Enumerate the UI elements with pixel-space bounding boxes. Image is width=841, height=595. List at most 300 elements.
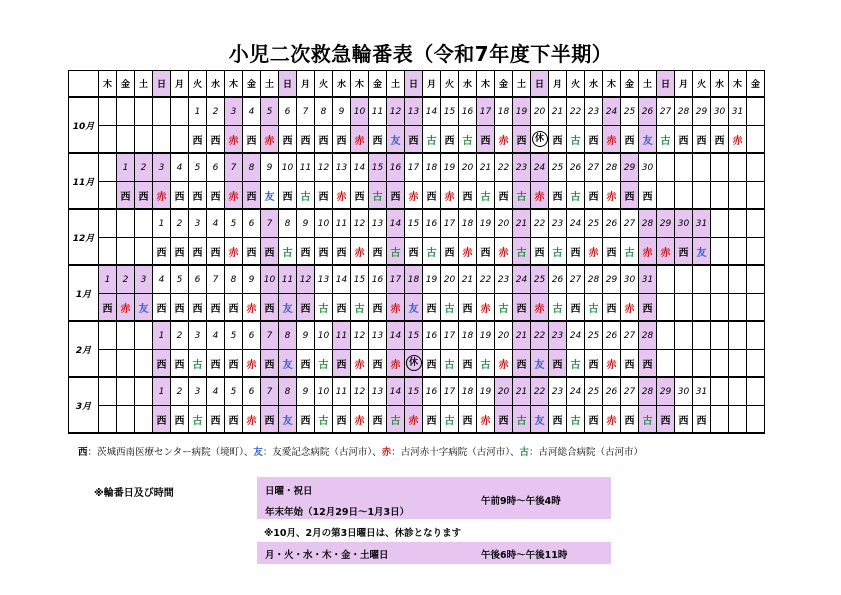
hospital-code: 西 (516, 359, 527, 371)
weekday-line: 月・火・水・木・金・土曜日 (265, 550, 389, 561)
empty-cell (117, 126, 135, 154)
day-number: 12 (387, 97, 405, 126)
empty-cell (135, 209, 153, 238)
day-number: 30 (711, 97, 729, 126)
day-number: 20 (459, 153, 477, 182)
hospital-cell (405, 294, 423, 322)
empty-cell (747, 294, 765, 322)
hospital-cell (351, 350, 369, 378)
day-number: 21 (477, 153, 495, 182)
hospital-cell (459, 126, 477, 154)
hospital-cell (225, 126, 243, 154)
weekday-time: 午後6時～午後11時 (481, 550, 568, 561)
hospital-code: 西 (426, 303, 437, 315)
empty-cell (693, 350, 711, 378)
hospital-cell (369, 294, 387, 322)
hospital-code: 赤 (534, 191, 545, 203)
day-number: 2 (171, 321, 189, 350)
hospital-code: 古 (516, 415, 527, 427)
hospital-code: 古 (444, 303, 455, 315)
legend-key-west: 西 (78, 447, 88, 458)
weekday-header: 月 (171, 71, 189, 98)
hospital-code: 赤 (480, 415, 491, 427)
day-number: 2 (117, 265, 135, 294)
hospital-cell (621, 182, 639, 210)
empty-cell (729, 294, 747, 322)
hospital-cell (153, 182, 171, 210)
hospital-cell (459, 238, 477, 266)
day-number: 22 (531, 377, 549, 406)
hospital-cell (603, 126, 621, 154)
month-label: 12月 (69, 209, 99, 265)
hospital-code: 古 (498, 303, 509, 315)
empty-cell (675, 294, 693, 322)
hospital-code: 古 (390, 247, 401, 259)
day-number: 9 (333, 97, 351, 126)
hospital-code: 西 (210, 191, 221, 203)
hospital-code: 西 (444, 247, 455, 259)
legend-key-redcross: 赤 (381, 447, 392, 458)
hospital-code: 赤 (354, 247, 365, 259)
empty-cell (747, 153, 765, 182)
empty-cell (117, 209, 135, 238)
day-number: 27 (657, 97, 675, 126)
hospital-row (69, 406, 765, 434)
hospital-code: 古 (588, 303, 599, 315)
hospital-cell (171, 406, 189, 434)
hospital-cell (621, 350, 639, 378)
hospital-cell (531, 294, 549, 322)
hospital-cell (423, 238, 441, 266)
day-number: 25 (585, 377, 603, 406)
hospital-code: 西 (642, 191, 653, 203)
day-number: 23 (549, 321, 567, 350)
day-number: 13 (369, 321, 387, 350)
empty-cell (99, 321, 117, 350)
empty-cell (675, 321, 693, 350)
weekday-header: 日 (531, 71, 549, 98)
hospital-cell (567, 238, 585, 266)
hospital-cell (495, 182, 513, 210)
day-number: 1 (153, 209, 171, 238)
hospital-code: 古 (390, 415, 401, 427)
hospital-cell (603, 294, 621, 322)
day-number: 14 (387, 321, 405, 350)
day-number: 6 (243, 321, 261, 350)
hospital-code: 西 (210, 247, 221, 259)
hospital-code: 西 (102, 303, 113, 315)
empty-cell (729, 406, 747, 434)
hospital-cell (513, 350, 531, 378)
hospital-code: 西 (210, 359, 221, 371)
hospital-code: 古 (372, 191, 383, 203)
day-number: 27 (585, 153, 603, 182)
hospital-cell (225, 238, 243, 266)
day-number: 17 (477, 97, 495, 126)
hospital-code: 西 (570, 247, 581, 259)
hospital-cell (693, 238, 711, 266)
empty-cell (135, 321, 153, 350)
hospital-cell (567, 406, 585, 434)
hospital-code: 赤 (354, 135, 365, 147)
hospital-code: 西 (624, 415, 635, 427)
hospital-cell (189, 406, 207, 434)
day-number-row (69, 153, 765, 182)
hospital-cell (99, 294, 117, 322)
hospital-code: 西 (624, 135, 635, 147)
day-number: 13 (405, 97, 423, 126)
empty-cell (117, 97, 135, 126)
hospital-cell (693, 126, 711, 154)
day-number: 15 (405, 321, 423, 350)
hospital-code: 西 (336, 247, 347, 259)
day-number: 25 (585, 209, 603, 238)
hospital-cell (585, 406, 603, 434)
empty-cell (657, 153, 675, 182)
hospital-cell (531, 238, 549, 266)
hospital-cell (513, 238, 531, 266)
hospital-cell (423, 126, 441, 154)
day-number: 7 (225, 153, 243, 182)
empty-cell (135, 406, 153, 434)
hospital-cell (189, 126, 207, 154)
hospital-code: 西 (426, 359, 437, 371)
hospital-code: 古 (552, 247, 563, 259)
hospital-code: 赤 (606, 415, 617, 427)
empty-cell (675, 265, 693, 294)
hospital-cell (315, 350, 333, 378)
hospital-code: 西 (300, 415, 311, 427)
day-number: 16 (423, 321, 441, 350)
day-number: 14 (387, 209, 405, 238)
hospital-cell (369, 350, 387, 378)
hospital-code: 西 (516, 303, 527, 315)
day-number: 13 (315, 265, 333, 294)
hospital-cell (261, 406, 279, 434)
hospital-cell (675, 126, 693, 154)
hospital-cell (477, 238, 495, 266)
hospital-code: 赤 (246, 359, 257, 371)
day-number: 23 (495, 265, 513, 294)
hospital-code: 西 (606, 247, 617, 259)
hospital-code: 西 (372, 415, 383, 427)
hospital-cell (351, 294, 369, 322)
hospital-cell (351, 406, 369, 434)
day-number: 20 (495, 209, 513, 238)
hospital-cell (441, 406, 459, 434)
hospital-code: 赤 (156, 191, 167, 203)
hospital-cell (153, 294, 171, 322)
hospital-code: 西 (264, 247, 275, 259)
day-number: 1 (153, 377, 171, 406)
hospital-cell (477, 406, 495, 434)
empty-cell (747, 350, 765, 378)
day-number: 1 (99, 265, 117, 294)
hospital-cell (117, 182, 135, 210)
hospital-code: 赤 (498, 247, 509, 259)
empty-cell (729, 238, 747, 266)
empty-cell (747, 238, 765, 266)
empty-cell (153, 97, 171, 126)
day-number: 17 (441, 209, 459, 238)
empty-cell (747, 321, 765, 350)
weekday-header: 火 (315, 71, 333, 98)
day-number: 5 (189, 153, 207, 182)
hospital-cell (567, 126, 585, 154)
hospital-code: 西 (480, 135, 491, 147)
empty-cell (729, 182, 747, 210)
hospital-code: 西 (120, 191, 131, 203)
hospital-code: 赤 (390, 303, 401, 315)
day-number: 13 (369, 377, 387, 406)
hospital-code: 古 (192, 359, 203, 371)
hospital-cell (657, 126, 675, 154)
hospital-code: 友 (390, 135, 401, 147)
hospital-code: 西 (264, 415, 275, 427)
day-number: 23 (549, 377, 567, 406)
weekday-header: 金 (495, 71, 513, 98)
day-number: 9 (297, 209, 315, 238)
empty-cell (117, 350, 135, 378)
hospital-cell (423, 294, 441, 322)
hospital-cell (495, 350, 513, 378)
hospital-cell (585, 238, 603, 266)
weekday-header: 水 (207, 71, 225, 98)
hospital-code: 友 (282, 303, 293, 315)
hospital-cell (621, 238, 639, 266)
hospital-code: 西 (300, 359, 311, 371)
hospital-code: 古 (444, 415, 455, 427)
day-number: 24 (567, 377, 585, 406)
day-number: 2 (171, 209, 189, 238)
hospital-cell (513, 294, 531, 322)
day-number: 4 (207, 377, 225, 406)
day-number: 4 (153, 265, 171, 294)
empty-cell (729, 377, 747, 406)
hospital-cell (387, 126, 405, 154)
hospital-code: 西 (534, 247, 545, 259)
hospital-cell (297, 126, 315, 154)
empty-cell (117, 377, 135, 406)
holiday-line2: 年末年始（12月29日～1月3日） (265, 507, 410, 518)
weekday-header: 水 (333, 71, 351, 98)
hospital-cell (405, 350, 423, 378)
hospital-cell (477, 126, 495, 154)
holiday-line1: 日曜・祝日 (265, 486, 313, 497)
hospital-code: 友 (642, 135, 653, 147)
hospital-cell (153, 406, 171, 434)
empty-cell (693, 153, 711, 182)
empty-cell (99, 350, 117, 378)
day-number: 2 (207, 97, 225, 126)
rotation-calendar (68, 70, 765, 434)
weekday-header: 金 (747, 71, 765, 98)
day-number: 8 (279, 321, 297, 350)
hospital-code: 西 (588, 191, 599, 203)
hospital-code: 赤 (534, 303, 545, 315)
hospital-code: 西 (462, 359, 473, 371)
hospital-cell (225, 294, 243, 322)
empty-cell (117, 406, 135, 434)
empty-cell (171, 97, 189, 126)
weekday-header: 月 (675, 71, 693, 98)
hospital-cell (279, 350, 297, 378)
weekday-header: 木 (351, 71, 369, 98)
day-number: 17 (441, 377, 459, 406)
day-number: 19 (441, 153, 459, 182)
hospital-cell (333, 294, 351, 322)
corner-cell (69, 71, 99, 98)
day-number: 27 (621, 377, 639, 406)
hospital-cell (675, 406, 693, 434)
hospital-cell (459, 350, 477, 378)
weekday-header: 火 (693, 71, 711, 98)
day-number: 16 (423, 377, 441, 406)
hospital-cell (477, 294, 495, 322)
empty-cell (99, 126, 117, 154)
empty-cell (99, 406, 117, 434)
legend-text-west: ：茨城西南医療センター病院（境町）、 (87, 447, 254, 458)
hospital-cell (171, 182, 189, 210)
day-number: 7 (261, 321, 279, 350)
day-number: 25 (531, 265, 549, 294)
day-number-row (69, 321, 765, 350)
hospital-code: 西 (336, 415, 347, 427)
hospital-code: 西 (624, 191, 635, 203)
hospital-code: 西 (246, 191, 257, 203)
day-number: 24 (531, 153, 549, 182)
hospital-code: 古 (426, 247, 437, 259)
hospital-cell (369, 238, 387, 266)
weekday-header: 木 (603, 71, 621, 98)
hospital-code: 赤 (642, 247, 653, 259)
hospital-code: 古 (300, 191, 311, 203)
hospital-code: 西 (372, 135, 383, 147)
hospital-cell (441, 350, 459, 378)
hospital-code: 西 (516, 135, 527, 147)
empty-cell (711, 182, 729, 210)
hospital-code: 赤 (606, 359, 617, 371)
day-number: 5 (171, 265, 189, 294)
hospital-code: 西 (588, 359, 599, 371)
hospital-cell (657, 406, 675, 434)
hospital-cell (369, 182, 387, 210)
hospital-cell (261, 126, 279, 154)
hospital-code: 西 (318, 247, 329, 259)
hospital-cell (207, 182, 225, 210)
hospital-code: 赤 (264, 135, 275, 147)
weekday-header: 火 (567, 71, 585, 98)
hospital-cell (387, 294, 405, 322)
hospital-cell (351, 126, 369, 154)
hospital-cell (279, 238, 297, 266)
day-number: 31 (693, 209, 711, 238)
day-number: 31 (729, 97, 747, 126)
day-number: 11 (333, 377, 351, 406)
weekday-header: 月 (549, 71, 567, 98)
hospital-code: 赤 (246, 415, 257, 427)
weekday-header: 金 (369, 71, 387, 98)
hospital-code: 西 (246, 247, 257, 259)
weekday-header: 日 (279, 71, 297, 98)
hospital-code: 赤 (462, 247, 473, 259)
day-number: 29 (657, 209, 675, 238)
day-number: 18 (459, 321, 477, 350)
hospital-code: 西 (426, 415, 437, 427)
hospital-code: 古 (570, 135, 581, 147)
hospital-code: 西 (174, 247, 185, 259)
hospital-code: 赤 (120, 303, 131, 315)
empty-cell (747, 97, 765, 126)
hospital-code: 赤 (228, 135, 239, 147)
day-number: 14 (387, 377, 405, 406)
hospital-code: 西 (192, 135, 203, 147)
hospital-cell (243, 406, 261, 434)
day-number: 27 (621, 321, 639, 350)
empty-cell (693, 321, 711, 350)
hospital-code: 西 (336, 359, 347, 371)
hospital-cell (639, 406, 657, 434)
hospital-cell (243, 350, 261, 378)
hospital-legend (78, 444, 643, 458)
hospital-cell (243, 238, 261, 266)
day-number: 31 (693, 377, 711, 406)
empty-cell (729, 321, 747, 350)
hospital-code: 赤 (606, 135, 617, 147)
hospital-cell (243, 126, 261, 154)
weekday-header: 水 (459, 71, 477, 98)
day-number: 3 (225, 97, 243, 126)
hospital-cell (495, 406, 513, 434)
weekday-header: 火 (189, 71, 207, 98)
hospital-cell (531, 182, 549, 210)
day-number: 1 (153, 321, 171, 350)
hospital-cell (207, 238, 225, 266)
hospital-code: 赤 (408, 191, 419, 203)
empty-cell (747, 377, 765, 406)
empty-cell (153, 126, 171, 154)
day-number: 24 (603, 97, 621, 126)
day-number: 27 (567, 265, 585, 294)
hospital-code: 西 (192, 303, 203, 315)
hospital-cell (477, 182, 495, 210)
day-number: 7 (261, 377, 279, 406)
day-number: 21 (513, 321, 531, 350)
day-number: 11 (333, 321, 351, 350)
hospital-cell (639, 238, 657, 266)
hospital-cell (405, 406, 423, 434)
weekday-header: 土 (135, 71, 153, 98)
empty-cell (711, 294, 729, 322)
day-number: 29 (621, 153, 639, 182)
month-label: 2月 (69, 321, 99, 377)
hospital-cell (189, 350, 207, 378)
weekday-header: 木 (225, 71, 243, 98)
day-number-row (69, 265, 765, 294)
day-number: 18 (459, 209, 477, 238)
day-number: 18 (459, 377, 477, 406)
hospital-cell (225, 406, 243, 434)
hospital-code: 古 (354, 303, 365, 315)
hospital-code: 古 (516, 247, 527, 259)
hospital-cell (387, 350, 405, 378)
weekday-header: 木 (99, 71, 117, 98)
hospital-code: 西 (246, 135, 257, 147)
hospital-code: 赤 (732, 135, 743, 147)
hospital-code: 西 (552, 359, 563, 371)
day-number: 22 (567, 97, 585, 126)
hospital-cell (621, 294, 639, 322)
